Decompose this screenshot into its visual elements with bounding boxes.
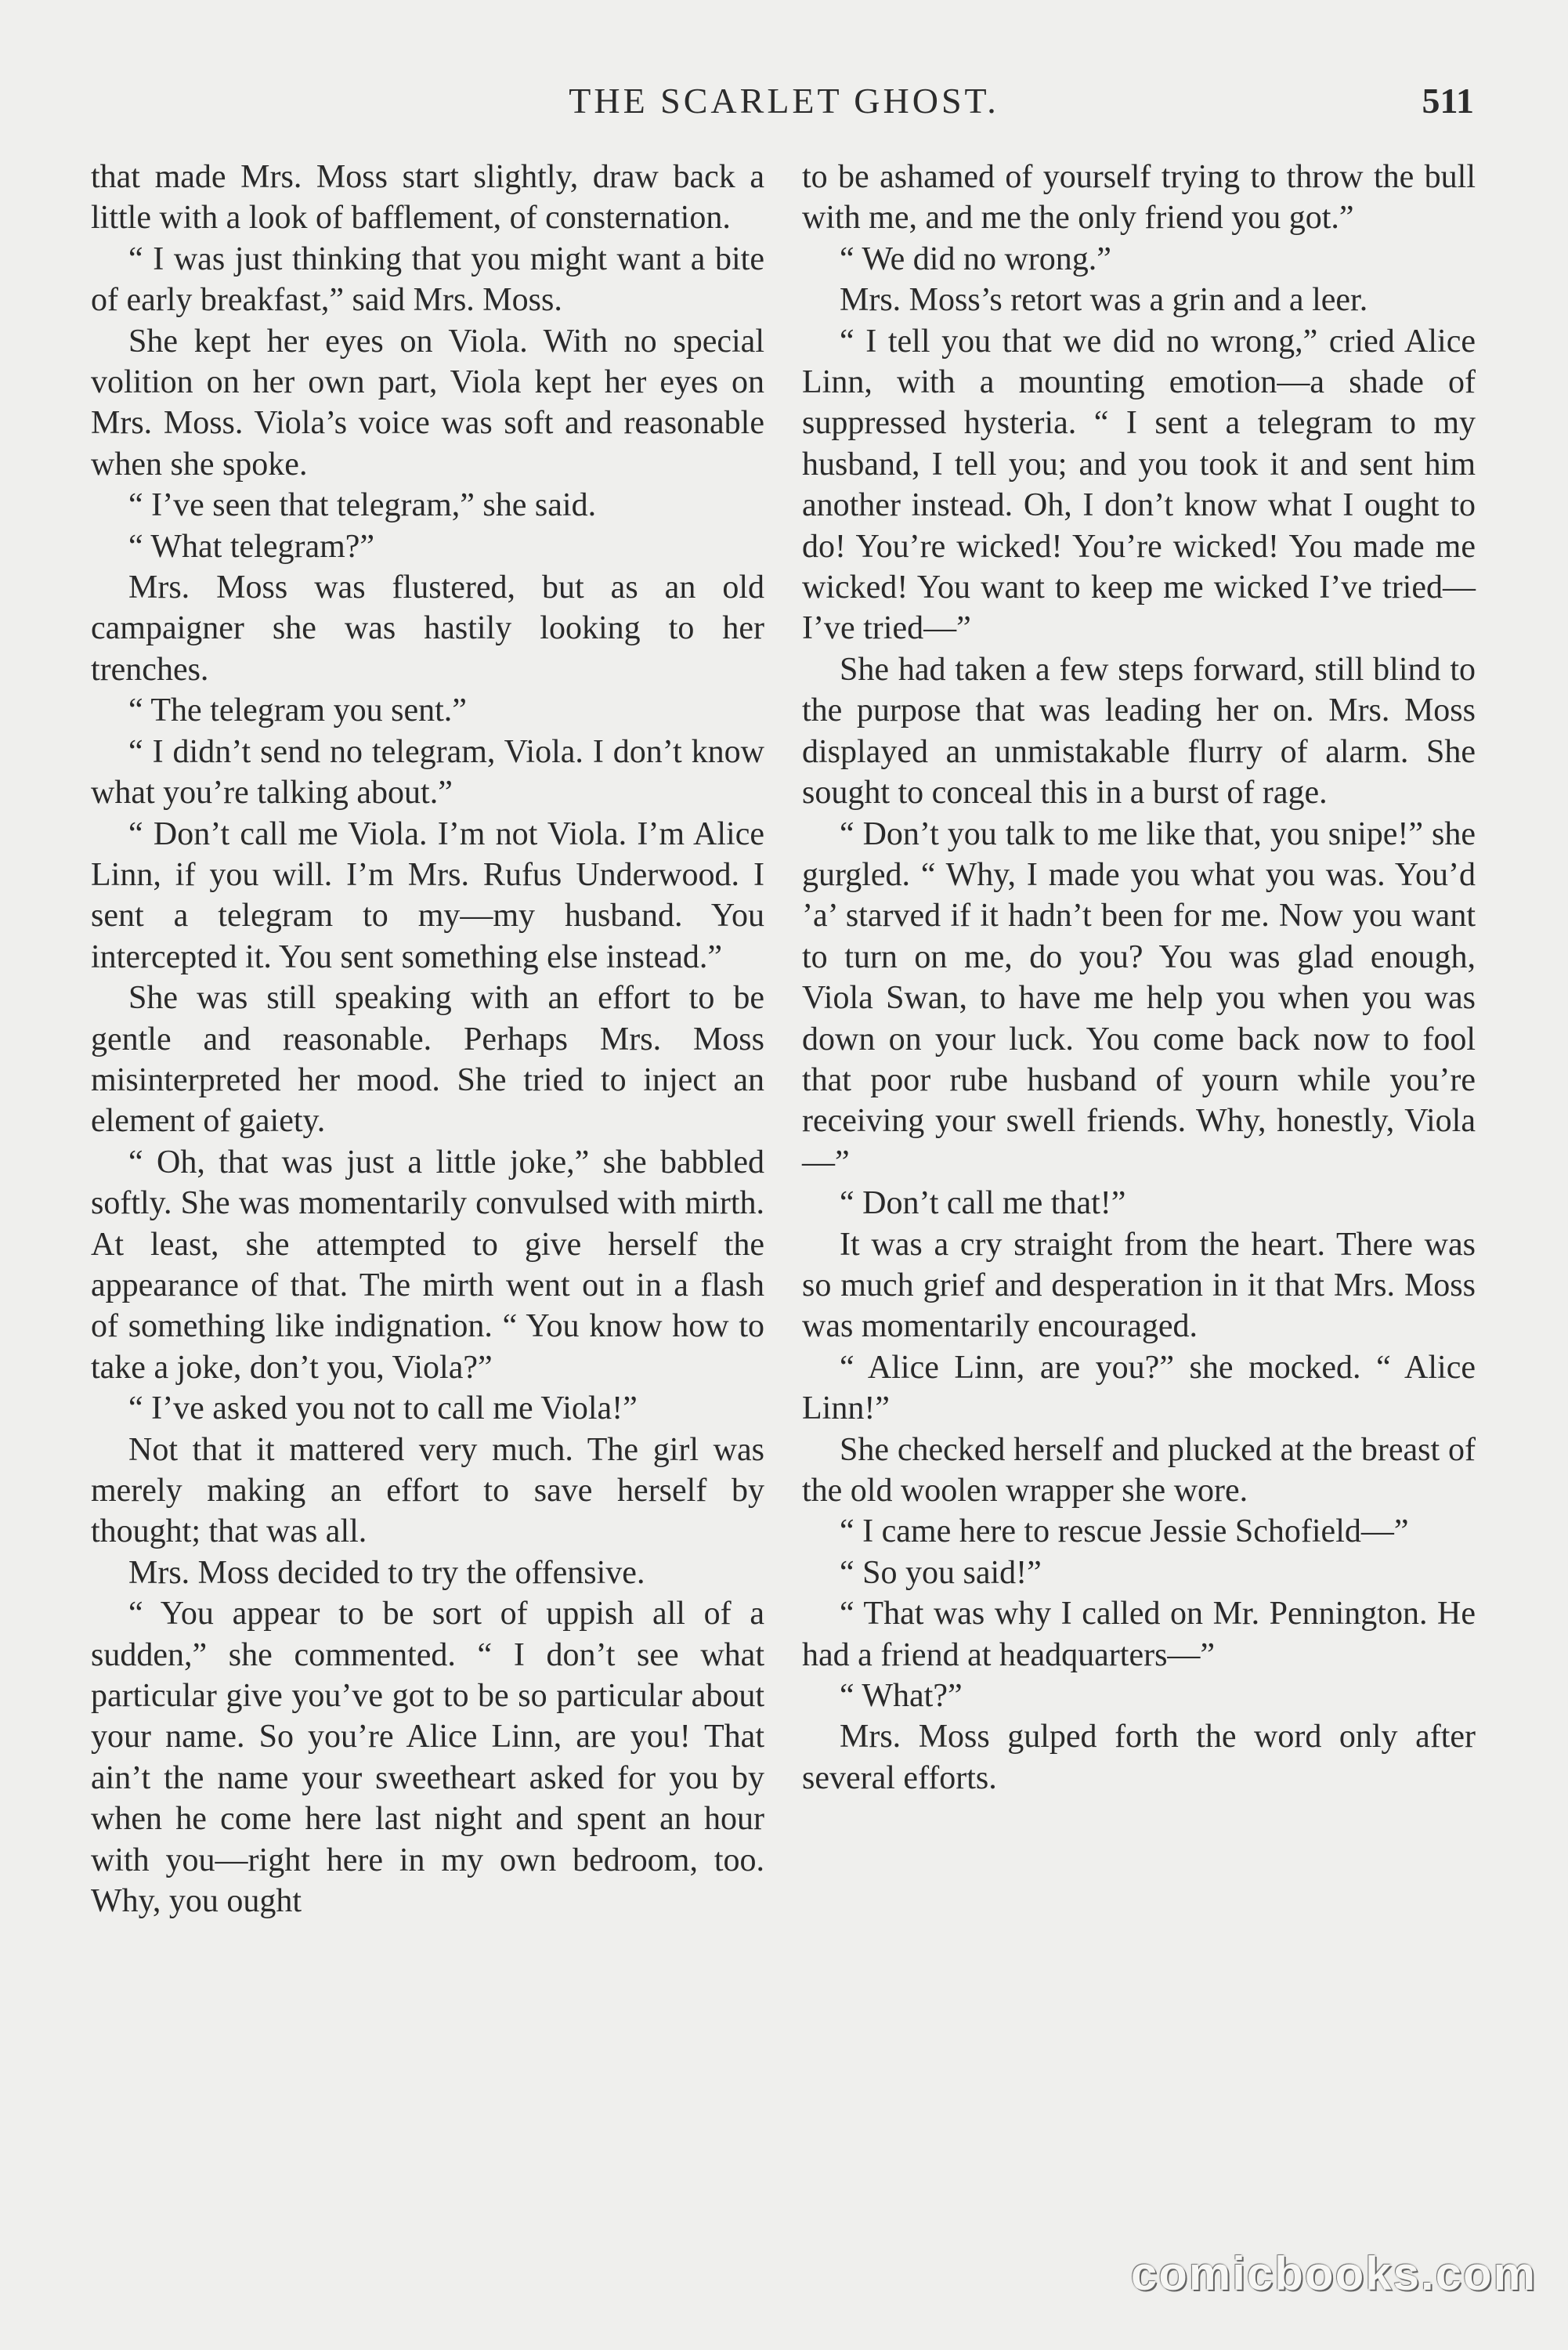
paragraph: “ What?”: [840, 1678, 963, 1715]
left-column: [91, 157, 764, 1922]
paragraph: Mrs. Moss was flustered, but as an old campaigner she was hastily looking to her trenches.: [91, 569, 764, 688]
paragraph: “ Don’t you talk to me like that, you snipe!” she gurgled. “ Why, I made you what you was. You’d ’a’ starved if it hadn’t been for me. Now you want to turn on me, do you? You was glad enough, Viola Swan, to have me help you when you was down on your luck. You come back now to fool that poor rube husband of yourn while you’re receiving your swell friends. Why, honestly, Viola—”: [802, 815, 1476, 1180]
paragraph: “ Oh, that was just a little joke,” she babbled softly. She was momentarily convulsed with mirth. At least, she attempted to give herself the appearance of that. The mirth went out in a flash of something like indignation. “ You know how to take a joke, don’t you, Viola?”: [91, 1144, 764, 1386]
paragraph: She kept her eyes on Viola. With no special volition on her own part, Viola kept her eyes on Mrs. Moss. Viola’s voice was soft and reasonable when she spoke.: [91, 323, 764, 483]
right-column: [802, 157, 1476, 1799]
paragraph: “ Don’t call me Viola. I’m not Viola. I’m Alice Linn, if you will. I’m Mrs. Rufus Underwood. I sent a telegram to my—my husband. You intercepted it. You sent something else instead.”: [91, 815, 764, 975]
paragraph: “ The telegram you sent.”: [128, 692, 467, 729]
paragraph: “ You appear to be sort of uppish all of a sudden,” she commented. “ I don’t see what particular give you’ve got to be so particular about your name. So you’re Alice Linn, are you! That ain’t the name your sweetheart asked for you by when he come here last night and spent an hour with you—right here in my own bedroom, too. Why, you ought: [91, 1596, 764, 1920]
paragraph: She had taken a few steps forward, still blind to the purpose that was leading her on. Mrs. Moss displayed an unmistakable flurry of alarm. She sought to conceal this in a burst of rage.: [802, 651, 1476, 812]
paragraph: “ So you said!”: [840, 1554, 1042, 1591]
paragraph: “ I’ve seen that telegram,” she said.: [128, 487, 597, 524]
paragraph: Not that it mattered very much. The girl was merely making an effort to save herself by thought; that was all.: [91, 1431, 764, 1550]
paragraph: “ We did no wrong.”: [840, 240, 1111, 277]
page-header: [0, 80, 1568, 127]
paragraph: She was still speaking with an effort to be gentle and reasonable. Perhaps Mrs. Moss misinterpreted her mood. She tried to inject an element of gaiety.: [91, 980, 764, 1140]
paragraph: “ I’ve asked you not to call me Viola!”: [128, 1390, 638, 1427]
paragraph: “ Don’t call me that!”: [840, 1185, 1126, 1222]
paragraph: She checked herself and plucked at the breast of the old woolen wrapper she wore.: [802, 1431, 1476, 1509]
paragraph: “ I tell you that we did no wrong,” cried Alice Linn, with a mounting emotion—a shade of suppressed hysteria. “ I sent a telegram to my husband, I tell you; and you took it and sent him another instead. Oh, I don’t know what I ought to do! You’re wicked! You’re wicked! You made me wicked! You want to keep me wicked I’ve tried—I’ve tried—”: [802, 323, 1476, 647]
paragraph: “ I came here to rescue Jessie Schofield—”: [840, 1513, 1409, 1550]
paragraph: “ Alice Linn, are you?” she mocked. “ Alice Linn!”: [802, 1349, 1476, 1427]
paragraph: Mrs. Moss decided to try the offensive.: [128, 1554, 645, 1591]
watermark-logo: comicbooks.com: [1130, 2247, 1537, 2300]
running-title: THE SCARLET GHOST.: [569, 81, 999, 121]
paragraph: Mrs. Moss’s retort was a grin and a leer.: [840, 282, 1368, 319]
paragraph: “ What telegram?”: [128, 528, 375, 565]
paragraph: It was a cry straight from the heart. There was so much grief and desperation in it that Mrs. Moss was momentarily encouraged.: [802, 1226, 1476, 1345]
paragraph: that made Mrs. Moss start slightly, draw back a little with a look of bafflement, of consternation.: [91, 159, 764, 237]
paragraph: to be ashamed of yourself trying to throw the bull with me, and me the only friend you got.”: [802, 159, 1476, 237]
page-number: 511: [1422, 81, 1474, 121]
paragraph: “ I didn’t send no telegram, Viola. I don’t know what you’re talking about.”: [91, 733, 764, 812]
paragraph: “ I was just thinking that you might want a bite of early breakfast,” said Mrs. Moss.: [91, 240, 764, 319]
paragraph: Mrs. Moss gulped forth the word only after several efforts.: [802, 1719, 1476, 1796]
paragraph: “ That was why I called on Mr. Pennington. He had a friend at headquarters—”: [802, 1596, 1476, 1673]
